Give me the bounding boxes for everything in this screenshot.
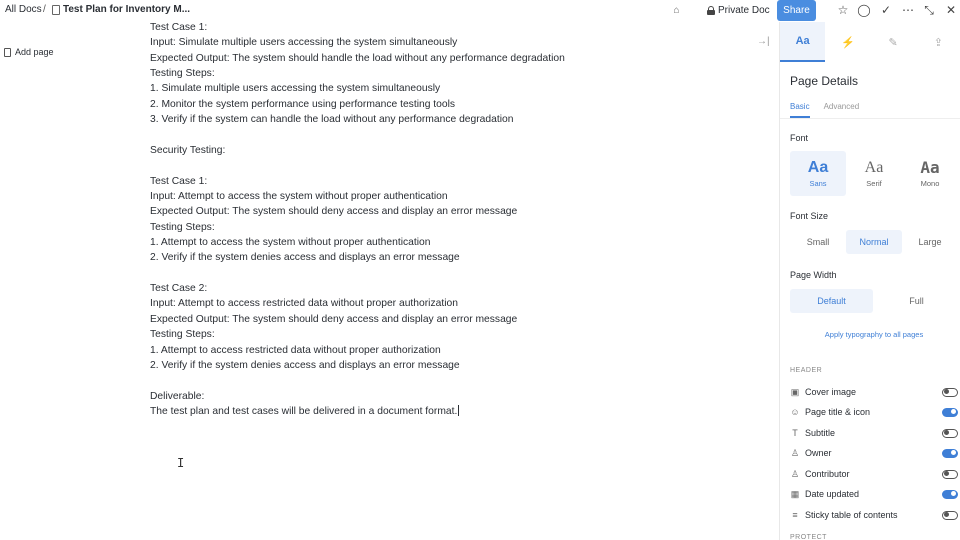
protect-section-label: PROTECT [790, 534, 827, 540]
smiley-icon: ☺ [790, 407, 800, 417]
toggle-row-owner [790, 446, 958, 460]
font-name: Sans [809, 179, 827, 188]
text-icon: T [792, 428, 798, 438]
font-option-serif[interactable] [846, 151, 902, 196]
document-line [150, 266, 770, 281]
document-line: Test Case 1: [150, 22, 208, 33]
date-updated-toggle[interactable] [942, 490, 958, 499]
text-caret [458, 405, 459, 416]
users-icon: ♙ [790, 468, 800, 479]
document-line: 2. Monitor the system performance using performance testing tools [150, 98, 456, 110]
more-icon[interactable]: ⋯ [902, 3, 914, 17]
cover-image-toggle[interactable] [942, 388, 958, 397]
document-line [150, 158, 770, 173]
user-icon: ♙ [790, 447, 800, 458]
width-option-default[interactable]: Default [790, 289, 873, 313]
document-line: 1. Attempt to access the system without proper authentication [150, 237, 431, 249]
collapse-icon[interactable]: ⤡ [924, 3, 934, 17]
document-line: Expected Output: The system should deny access and display an error message [150, 313, 518, 325]
contributor-toggle[interactable] [942, 470, 958, 479]
toggle-label: Owner [805, 448, 832, 458]
size-option-normal[interactable]: Normal [846, 230, 902, 254]
font-option-mono[interactable] [902, 151, 958, 196]
toggle-row-subtitle [790, 426, 958, 440]
document-line: Test Case 2: [150, 283, 208, 295]
document-line: Deliverable: [150, 390, 205, 402]
font-sample: Aa [864, 159, 884, 176]
toggle-row-page-title [790, 405, 958, 419]
divider [780, 118, 960, 119]
document-line: 2. Verify if the system denies access and displays an error message [150, 252, 460, 264]
tab-edit[interactable]: ✎ [888, 36, 898, 49]
document-line: Testing Steps: [150, 68, 215, 80]
header-section-label: HEADER [790, 367, 823, 374]
document-line: Testing Steps: [150, 329, 215, 341]
toggle-row-sticky-toc [790, 508, 958, 522]
toggle-row-cover-image [790, 385, 958, 399]
panel-title: Page Details [790, 74, 859, 88]
tab-export[interactable]: ⇪ [933, 36, 943, 49]
size-option-small[interactable]: Small [806, 237, 830, 247]
page-details-panel [779, 22, 960, 540]
size-option-large[interactable]: Large [918, 237, 942, 247]
private-doc-button[interactable] [707, 2, 770, 18]
toggle-label: Contributor [805, 469, 850, 479]
subtabs [790, 102, 859, 118]
toggle-row-contributor [790, 467, 958, 481]
subtab-basic[interactable]: Basic [790, 102, 810, 118]
tab-automation[interactable]: ⚡ [841, 36, 855, 49]
toggle-label: Page title & icon [805, 407, 871, 417]
apply-typography-link[interactable]: Apply typography to all pages [824, 330, 924, 339]
doc-icon [52, 5, 60, 15]
list-icon: ≡ [792, 510, 798, 520]
add-page-label: Add page [15, 47, 54, 57]
owner-toggle[interactable] [942, 449, 958, 458]
calendar-icon: ▦ [790, 488, 800, 499]
check-circle-icon[interactable]: ✓ [880, 3, 892, 17]
font-option-sans[interactable] [790, 151, 846, 196]
tag-icon[interactable]: ⌂ [673, 5, 680, 16]
close-icon[interactable]: ✕ [945, 3, 957, 17]
add-page-button[interactable] [4, 47, 54, 57]
document-line [150, 373, 770, 388]
private-doc-label: Private Doc [718, 4, 770, 16]
document-line: Test Case 1: [150, 175, 208, 187]
font-size-label: Font Size [790, 211, 829, 221]
page-width-options [790, 289, 958, 313]
document-line: Expected Output: The system should handle the load without any performance degradation [150, 52, 565, 64]
lock-icon [707, 6, 715, 15]
document-body[interactable] [150, 20, 770, 419]
font-size-options [790, 230, 958, 254]
document-line: Expected Output: The system should deny access and display an error message [150, 206, 518, 218]
document-line: 1. Attempt to access restricted data without proper authorization [150, 344, 441, 356]
subtab-advanced[interactable]: Advanced [823, 102, 860, 111]
breadcrumb-separator: / [43, 4, 46, 15]
width-option-full[interactable]: Full [909, 296, 924, 306]
text-cursor-icon: I [177, 456, 185, 470]
panel-tabs [780, 22, 960, 62]
toggle-label: Cover image [805, 387, 857, 397]
font-sample: Aa [920, 158, 940, 177]
document-line: 2. Verify if the system denies access and displays an error message [150, 359, 460, 371]
document-line [150, 128, 770, 143]
font-name: Mono [920, 179, 940, 188]
document-line: Input: Attempt to access restricted data without proper authorization [150, 298, 458, 310]
document-line: Testing Steps: [150, 221, 215, 233]
breadcrumb-doc-title[interactable]: Test Plan for Inventory M... [63, 4, 191, 15]
sticky-toc-toggle[interactable] [942, 511, 958, 520]
breadcrumb-all-docs[interactable]: All Docs [5, 4, 42, 15]
document-line: The test plan and test cases will be delivered in a document format. [150, 405, 458, 417]
toggle-label: Subtitle [805, 428, 836, 438]
document-line: Input: Simulate multiple users accessing the system simultaneously [150, 37, 458, 49]
font-name: Serif [866, 179, 882, 188]
document-line: Input: Attempt to access the system without proper authentication [150, 190, 448, 202]
subtitle-toggle[interactable] [942, 429, 958, 438]
page-width-label: Page Width [790, 270, 837, 280]
document-line: Security Testing: [150, 144, 226, 156]
page-title-toggle[interactable] [942, 408, 958, 417]
page-icon [4, 48, 11, 57]
font-label: Font [790, 133, 809, 143]
star-icon[interactable]: ☆ [837, 3, 849, 17]
toggle-label: Sticky table of contents [805, 510, 898, 520]
comment-icon[interactable]: ◯ [857, 3, 871, 17]
image-icon: ▣ [790, 386, 800, 397]
toggle-row-date-updated [790, 487, 958, 501]
tab-typography[interactable]: Aa [780, 22, 825, 62]
top-bar [0, 0, 960, 22]
document-line: 3. Verify if the system can handle the load without any performance degradation [150, 114, 514, 126]
collapse-panel-icon[interactable]: →| [757, 36, 770, 47]
font-options [790, 151, 958, 196]
document-line: 1. Simulate multiple users accessing the system simultaneously [150, 83, 441, 95]
toggle-label: Date updated [805, 489, 860, 499]
share-button[interactable]: Share [777, 0, 816, 21]
font-sample: Aa [807, 159, 829, 176]
